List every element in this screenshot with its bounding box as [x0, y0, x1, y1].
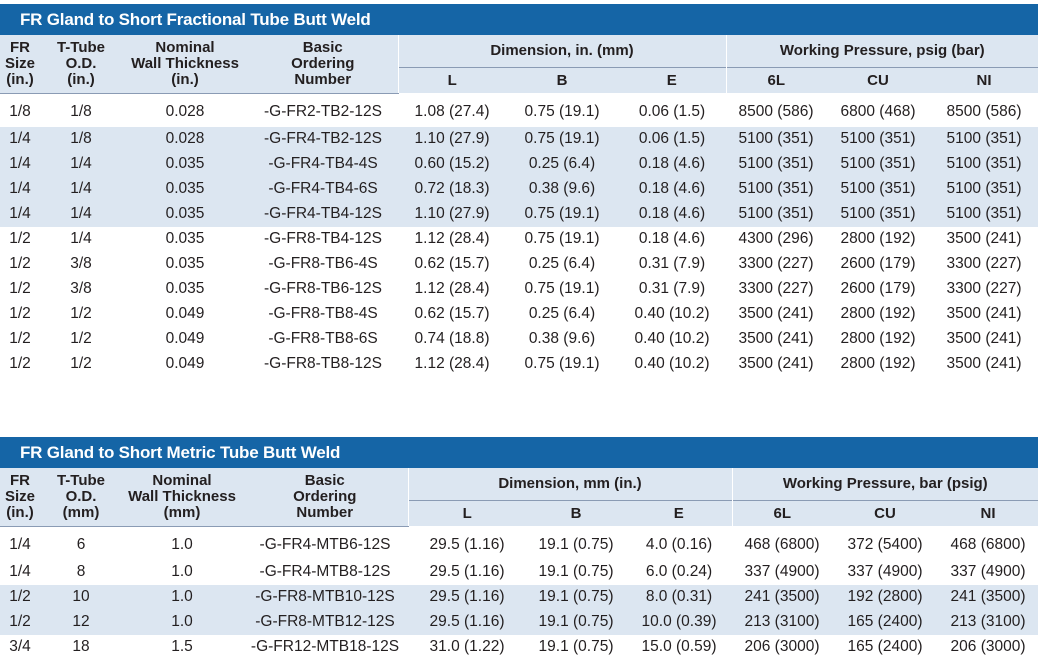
cell-pressure-6l: 3300 (227)	[738, 255, 814, 272]
cell-dim-e: 0.40 (10.2)	[634, 330, 710, 347]
table-row	[0, 526, 1038, 560]
cell-tube-od: 8	[76, 563, 86, 580]
table-row	[0, 177, 1038, 202]
cell-fr-size: 1/2	[9, 230, 31, 247]
cell-dim-b: 0.25 (6.4)	[528, 255, 596, 272]
cell-wall-thickness: 1.0	[171, 536, 193, 553]
table-row	[0, 352, 1038, 377]
cell-fr-size: 1/2	[9, 255, 31, 272]
table-row	[0, 127, 1038, 152]
cell-pressure-ni: 5100 (351)	[930, 127, 1038, 152]
cell-dim-l: 0.62 (15.7)	[414, 305, 490, 322]
cell-dim-e: 0.31 (7.9)	[638, 280, 706, 297]
cell-pressure-cu: 5100 (351)	[826, 127, 930, 152]
cell-pressure-6l: 3500 (241)	[738, 305, 814, 322]
metric-tube-table	[0, 468, 1038, 660]
cell-tube-od: 1/2	[70, 355, 92, 372]
cell-ordering-number: -G-FR8-TB4-12S	[264, 230, 382, 247]
cell-pressure-6l: 3500 (241)	[738, 355, 814, 372]
fractional-tube-table	[0, 35, 1038, 377]
cell-wall-thickness: 1.0	[122, 610, 242, 635]
cell-dim-l: 0.72 (18.3)	[398, 177, 506, 202]
cell-wall-thickness: 0.035	[122, 202, 248, 227]
cell-fr-size: 1/2	[0, 610, 40, 635]
cell-dim-e: 10.0 (0.39)	[626, 610, 732, 635]
header-pressure-cu: CU	[826, 68, 930, 94]
cell-fr-size: 3/4	[9, 638, 31, 655]
header-pressure-6l: 6L	[732, 501, 832, 527]
cell-ordering-number: -G-FR4-TB4-4S	[248, 152, 398, 177]
cell-fr-size: 1/4	[0, 152, 40, 177]
cell-wall-thickness: 1.0	[122, 585, 242, 610]
cell-dim-b: 0.38 (9.6)	[528, 330, 596, 347]
cell-dim-l: 29.5 (1.16)	[429, 535, 505, 553]
cell-tube-od: 1/4	[70, 230, 92, 247]
cell-dim-b: 0.75 (19.1)	[506, 127, 618, 152]
cell-ordering-number: -G-FR8-TB8-6S	[268, 330, 378, 347]
cell-ordering-number: -G-FR8-TB8-4S	[268, 305, 378, 322]
cell-dim-e: 0.40 (10.2)	[634, 305, 710, 322]
cell-pressure-cu: 2600 (179)	[840, 255, 916, 272]
header-dim-b: B	[526, 501, 626, 527]
cell-pressure-cu: 337 (4900)	[847, 563, 923, 580]
header-fr-size: FR Size (in.)	[0, 35, 40, 93]
cell-fr-size: 1/2	[9, 280, 31, 297]
cell-pressure-cu: 2600 (179)	[840, 280, 916, 297]
table-row	[0, 610, 1038, 635]
header-dimension-group: Dimension, mm (in.)	[408, 468, 732, 501]
cell-dim-e: 0.18 (4.6)	[618, 177, 726, 202]
table-row	[0, 227, 1038, 252]
cell-fr-size: 1/2	[0, 585, 40, 610]
header-ordering-number: Basic Ordering Number	[242, 468, 408, 526]
cell-dim-b: 19.1 (0.75)	[526, 585, 626, 610]
cell-dim-b: 19.1 (0.75)	[526, 610, 626, 635]
cell-wall-thickness: 0.028	[122, 127, 248, 152]
cell-pressure-cu: 165 (2400)	[832, 610, 938, 635]
cell-ordering-number: -G-FR4-TB4-6S	[248, 177, 398, 202]
cell-pressure-ni: 3500 (241)	[946, 230, 1022, 247]
header-dim-l: L	[398, 68, 506, 94]
cell-pressure-ni: 3300 (227)	[946, 255, 1022, 272]
cell-dim-b: 0.75 (19.1)	[524, 230, 600, 247]
cell-fr-size: 1/4	[0, 202, 40, 227]
cell-tube-od: 12	[40, 610, 122, 635]
cell-pressure-ni: 8500 (586)	[946, 102, 1022, 120]
cell-ordering-number: -G-FR4-MTB6-12S	[259, 536, 391, 553]
cell-pressure-6l: 468 (6800)	[744, 535, 820, 553]
cell-wall-thickness: 0.035	[165, 280, 205, 297]
table-row	[0, 252, 1038, 277]
cell-dim-e: 0.40 (10.2)	[634, 355, 710, 372]
header-wall-thickness: Nominal Wall Thickness (in.)	[122, 35, 248, 93]
cell-dim-l: 29.5 (1.16)	[429, 563, 505, 580]
cell-pressure-ni: 468 (6800)	[950, 535, 1026, 553]
cell-fr-size: 1/2	[9, 305, 31, 322]
table-row	[0, 560, 1038, 585]
cell-dim-l: 1.12 (28.4)	[414, 230, 490, 247]
cell-dim-b: 0.75 (19.1)	[524, 102, 600, 120]
cell-dim-l: 0.74 (18.8)	[414, 330, 490, 347]
cell-fr-size: 1/2	[9, 355, 31, 372]
header-dim-b: B	[506, 68, 618, 94]
cell-ordering-number: -G-FR2-TB2-12S	[264, 103, 382, 120]
cell-pressure-6l: 8500 (586)	[738, 102, 814, 120]
cell-pressure-cu: 2800 (192)	[840, 305, 916, 322]
cell-tube-od: 1/2	[70, 305, 92, 322]
cell-ordering-number: -G-FR4-TB2-12S	[248, 127, 398, 152]
cell-wall-thickness: 0.035	[122, 152, 248, 177]
cell-tube-od: 1/8	[40, 127, 122, 152]
cell-fr-size: 1/4	[0, 127, 40, 152]
header-pressure-group: Working Pressure, bar (psig)	[732, 468, 1038, 501]
cell-tube-od: 6	[76, 536, 86, 553]
cell-dim-l: 29.5 (1.16)	[408, 585, 526, 610]
cell-pressure-6l: 241 (3500)	[732, 585, 832, 610]
metric-tube-table-body	[0, 526, 1038, 660]
cell-fr-size: 1/8	[9, 103, 31, 120]
cell-tube-od: 1/4	[40, 202, 122, 227]
cell-dim-l: 1.08 (27.4)	[414, 102, 490, 120]
table-title: FR Gland to Short Metric Tube Butt Weld	[0, 437, 1038, 468]
header-dim-l: L	[408, 501, 526, 527]
cell-dim-e: 0.18 (4.6)	[618, 152, 726, 177]
cell-dim-e: 8.0 (0.31)	[626, 585, 732, 610]
cell-wall-thickness: 1.0	[171, 563, 193, 580]
cell-wall-thickness: 0.028	[165, 103, 205, 120]
cell-dim-e: 15.0 (0.59)	[641, 638, 717, 655]
table-row	[0, 202, 1038, 227]
cell-tube-od: 3/8	[70, 255, 92, 272]
cell-dim-e: 6.0 (0.24)	[645, 563, 713, 580]
header-pressure-group: Working Pressure, psig (bar)	[726, 35, 1038, 68]
cell-dim-e: 0.18 (4.6)	[638, 230, 706, 247]
table-row	[0, 152, 1038, 177]
cell-pressure-ni: 337 (4900)	[950, 563, 1026, 580]
cell-pressure-6l: 3300 (227)	[738, 280, 814, 297]
cell-tube-od: 18	[72, 638, 90, 655]
cell-fr-size: 1/4	[9, 563, 31, 580]
cell-pressure-6l: 5100 (351)	[726, 177, 826, 202]
cell-tube-od: 1/4	[40, 152, 122, 177]
header-pressure-6l: 6L	[726, 68, 826, 94]
cell-wall-thickness: 0.035	[165, 230, 205, 247]
cell-dim-b: 0.25 (6.4)	[506, 152, 618, 177]
cell-pressure-cu: 165 (2400)	[847, 638, 923, 655]
table-row	[0, 302, 1038, 327]
cell-fr-size: 1/4	[0, 177, 40, 202]
cell-dim-b: 19.1 (0.75)	[538, 563, 614, 580]
cell-pressure-cu: 192 (2800)	[832, 585, 938, 610]
cell-pressure-ni: 241 (3500)	[938, 585, 1038, 610]
header-tube-od: T-Tube O.D. (in.)	[40, 35, 122, 93]
header-ordering-number: Basic Ordering Number	[248, 35, 398, 93]
cell-ordering-number: -G-FR8-TB8-12S	[264, 355, 382, 372]
cell-pressure-cu: 5100 (351)	[826, 202, 930, 227]
cell-dim-b: 0.75 (19.1)	[524, 355, 600, 372]
cell-pressure-ni: 5100 (351)	[930, 177, 1038, 202]
cell-tube-od: 1/2	[70, 330, 92, 347]
cell-pressure-6l: 206 (3000)	[744, 638, 820, 655]
cell-dim-l: 0.60 (15.2)	[398, 152, 506, 177]
cell-pressure-cu: 2800 (192)	[840, 330, 916, 347]
cell-tube-od: 1/8	[70, 103, 92, 120]
cell-fr-size: 1/4	[9, 536, 31, 553]
cell-ordering-number: -G-FR12-MTB18-12S	[250, 638, 400, 655]
cell-wall-thickness: 1.5	[171, 638, 193, 655]
cell-dim-l: 1.10 (27.9)	[398, 202, 506, 227]
table-row	[0, 277, 1038, 302]
cell-dim-b: 0.75 (19.1)	[506, 202, 618, 227]
header-wall-thickness: Nominal Wall Thickness (mm)	[122, 468, 242, 526]
fractional-tube-table-body	[0, 93, 1038, 377]
cell-pressure-6l: 5100 (351)	[726, 152, 826, 177]
cell-wall-thickness: 0.049	[165, 305, 205, 322]
cell-dim-b: 0.25 (6.4)	[528, 305, 596, 322]
cell-ordering-number: -G-FR4-MTB8-12S	[259, 563, 391, 580]
table-row	[0, 635, 1038, 660]
cell-dim-l: 1.12 (28.4)	[414, 355, 490, 372]
cell-pressure-6l: 5100 (351)	[726, 127, 826, 152]
cell-pressure-6l: 3500 (241)	[738, 330, 814, 347]
header-pressure-ni: NI	[938, 501, 1038, 527]
cell-dim-e: 0.06 (1.5)	[638, 102, 706, 120]
cell-ordering-number: -G-FR4-TB4-12S	[248, 202, 398, 227]
cell-dim-e: 0.06 (1.5)	[618, 127, 726, 152]
cell-ordering-number: -G-FR8-MTB12-12S	[242, 610, 408, 635]
cell-ordering-number: -G-FR8-TB6-4S	[268, 255, 378, 272]
cell-dim-b: 0.38 (9.6)	[506, 177, 618, 202]
header-tube-od: T-Tube O.D. (mm)	[40, 468, 122, 526]
cell-pressure-6l: 5100 (351)	[726, 202, 826, 227]
cell-pressure-cu: 6800 (468)	[840, 102, 916, 120]
fractional-tube-table-section	[0, 4, 1038, 377]
table-row	[0, 585, 1038, 610]
table-row	[0, 93, 1038, 127]
cell-dim-l: 31.0 (1.22)	[429, 638, 505, 655]
cell-pressure-ni: 3500 (241)	[946, 305, 1022, 322]
cell-pressure-ni: 3300 (227)	[946, 280, 1022, 297]
cell-dim-l: 1.12 (28.4)	[414, 280, 490, 297]
cell-pressure-ni: 3500 (241)	[946, 355, 1022, 372]
cell-pressure-ni: 5100 (351)	[930, 152, 1038, 177]
cell-wall-thickness: 0.049	[165, 330, 205, 347]
cell-pressure-6l: 4300 (296)	[738, 230, 814, 247]
cell-pressure-cu: 5100 (351)	[826, 152, 930, 177]
cell-pressure-ni: 213 (3100)	[938, 610, 1038, 635]
header-dimension-group: Dimension, in. (mm)	[398, 35, 726, 68]
cell-dim-e: 0.18 (4.6)	[618, 202, 726, 227]
cell-ordering-number: -G-FR8-MTB10-12S	[242, 585, 408, 610]
cell-pressure-ni: 5100 (351)	[930, 202, 1038, 227]
cell-dim-l: 29.5 (1.16)	[408, 610, 526, 635]
cell-pressure-cu: 372 (5400)	[847, 535, 923, 553]
cell-dim-b: 19.1 (0.75)	[538, 535, 614, 553]
cell-pressure-6l: 213 (3100)	[732, 610, 832, 635]
cell-ordering-number: -G-FR8-TB6-12S	[264, 280, 382, 297]
cell-wall-thickness: 0.035	[165, 255, 205, 272]
cell-wall-thickness: 0.035	[122, 177, 248, 202]
header-dim-e: E	[618, 68, 726, 94]
cell-dim-b: 19.1 (0.75)	[538, 638, 614, 655]
cell-pressure-cu: 5100 (351)	[826, 177, 930, 202]
cell-pressure-cu: 2800 (192)	[840, 355, 916, 372]
cell-tube-od: 1/4	[40, 177, 122, 202]
cell-wall-thickness: 0.049	[165, 355, 205, 372]
metric-tube-table-section	[0, 437, 1038, 660]
header-pressure-cu: CU	[832, 501, 938, 527]
cell-dim-e: 4.0 (0.16)	[645, 535, 713, 553]
header-pressure-ni: NI	[930, 68, 1038, 94]
cell-pressure-ni: 206 (3000)	[950, 638, 1026, 655]
cell-fr-size: 1/2	[9, 330, 31, 347]
table-title: FR Gland to Short Fractional Tube Butt Weld	[0, 4, 1038, 35]
cell-dim-l: 0.62 (15.7)	[414, 255, 490, 272]
cell-pressure-6l: 337 (4900)	[744, 563, 820, 580]
cell-dim-l: 1.10 (27.9)	[398, 127, 506, 152]
header-fr-size: FR Size (in.)	[0, 468, 40, 526]
cell-dim-b: 0.75 (19.1)	[524, 280, 600, 297]
cell-tube-od: 3/8	[70, 280, 92, 297]
cell-dim-e: 0.31 (7.9)	[638, 255, 706, 272]
cell-pressure-cu: 2800 (192)	[840, 230, 916, 247]
header-dim-e: E	[626, 501, 732, 527]
table-row	[0, 327, 1038, 352]
cell-tube-od: 10	[40, 585, 122, 610]
cell-pressure-ni: 3500 (241)	[946, 330, 1022, 347]
